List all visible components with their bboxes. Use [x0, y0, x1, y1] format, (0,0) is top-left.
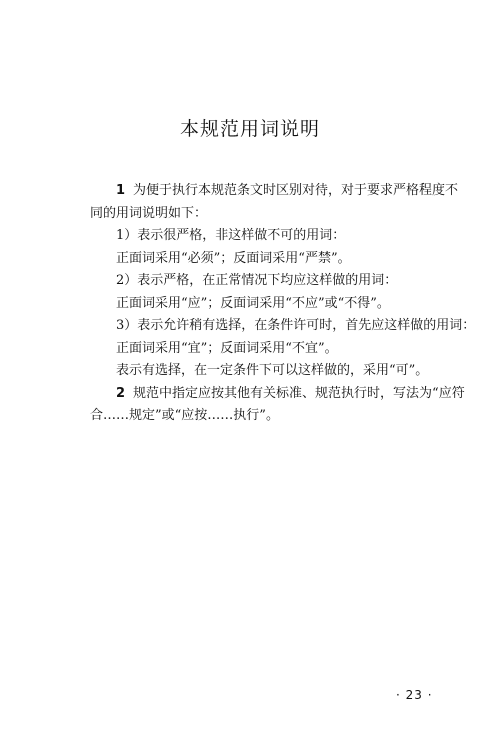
body-text [90, 180, 476, 428]
item-3-words: 正面词采用“宜”；反面词采用“不宜”。 [116, 340, 338, 356]
clause-2-line-1 [90, 383, 465, 406]
clause-1-intro-line-2: 同的用词说明如下： [90, 205, 208, 221]
clause-1-line-1 [90, 180, 459, 203]
clause-2-number: 2 [116, 385, 126, 401]
item-1-heading: 1）表示很严格，非这样做不可的用词： [116, 228, 346, 243]
item-3-heading: 3）表示允许稍有选择，在条件许可时，首先应这样做的用词： [116, 318, 476, 333]
item-2-words: 正面词采用“应”；反面词采用“不应”或“不得”。 [116, 295, 390, 311]
clause-2-text-line-2: 合……规定”或“应按……执行”。 [90, 408, 279, 423]
clause-1-intro-line-1: 为便于执行本规范条文时区别对待，对于要求严格程度不 [133, 183, 459, 198]
page-title: 本规范用词说明 [179, 118, 320, 140]
clause-1-number: 1 [116, 183, 126, 198]
item-4-text: 表示有选择，在一定条件下可以这样做的，采用“可”。 [116, 363, 429, 378]
item-2-heading: 2）表示严格，在正常情况下均应这样做的用词： [116, 273, 398, 288]
clause-2-text-line-1: 规范中指定应按其他有关标准、规范执行时，写法为“应符 [133, 385, 465, 401]
item-1-words: 正面词采用“必须”；反面词采用“严禁”。 [116, 250, 351, 266]
page-number: · 23 · [396, 688, 433, 702]
